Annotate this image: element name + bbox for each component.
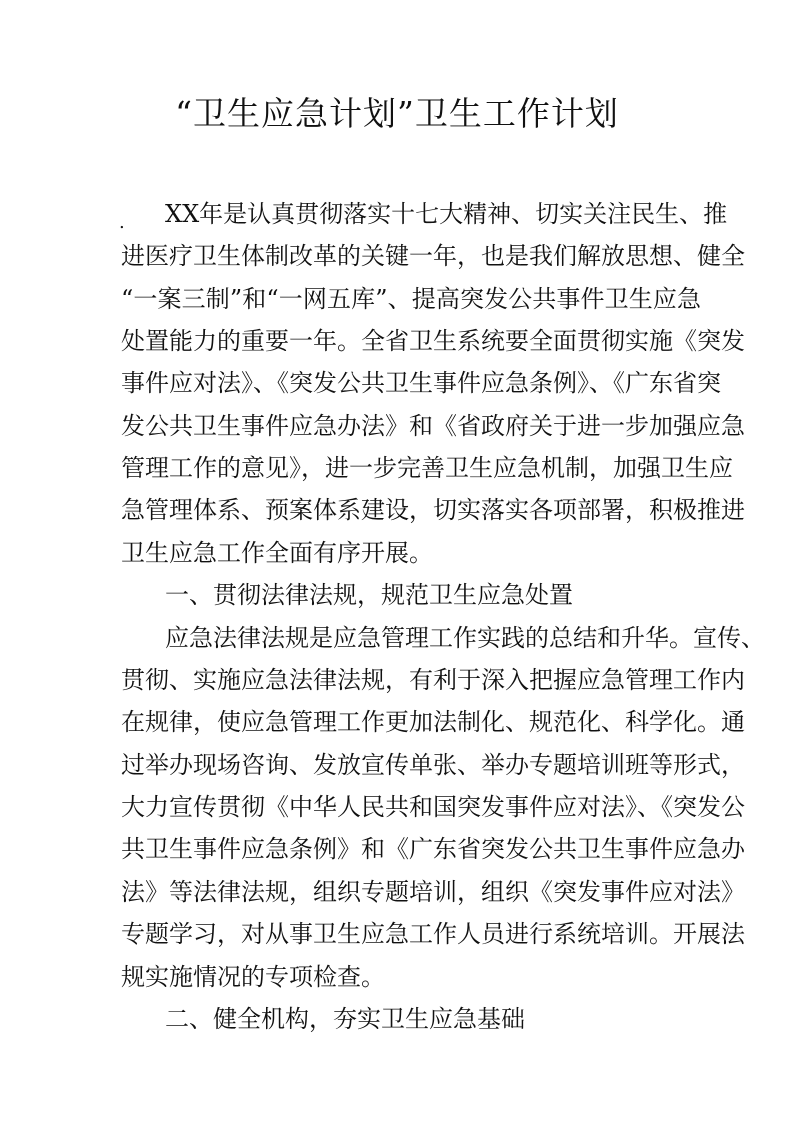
- paragraph-line: 规实施情况的专项检查。: [121, 963, 385, 991]
- section-heading: 一、贯彻法律法规，规范卫生应急处置: [165, 581, 573, 609]
- paragraph-line: 贯彻、实施应急法律法规，有利于深入把握应急管理工作内: [121, 666, 745, 694]
- paragraph-line: 共卫生事件应急条例》和《广东省突发公共卫生事件应急办: [121, 835, 745, 863]
- section-heading: 二、健全机构，夯实卫生应急基础: [165, 1005, 525, 1033]
- paragraph-line: 急管理体系、预案体系建设，切实落实各项部署，积极推进: [121, 496, 745, 524]
- paragraph-line: 应急法律法规是应急管理工作实践的总结和升华。宣传、: [165, 624, 765, 652]
- paragraph-line: 专题学习，对从事卫生应急工作人员进行系统培训。开展法: [121, 920, 745, 948]
- paragraph-line: 卫生应急工作全面有序开展。: [121, 539, 433, 567]
- paragraph-line: 进医疗卫生体制改革的关键一年，也是我们解放思想、健全: [121, 242, 745, 270]
- paragraph-line: 大力宣传贯彻《中华人民共和国突发事件应对法》、《突发公: [121, 793, 745, 821]
- paragraph-line: “一案三制”和“一网五库”、提高突发公共事件卫生应急: [121, 285, 701, 313]
- paragraph-line: 管理工作的意见》，进一步完善卫生应急机制，加强卫生应: [121, 454, 733, 482]
- paragraph-line: 发公共卫生事件应急办法》和《省政府关于进一步加强应急: [121, 412, 745, 440]
- paragraph-line: 在规律，使应急管理工作更加法制化、规范化、科学化。通: [121, 708, 745, 736]
- document-title: “卫生应急计划”卫生工作计划: [175, 94, 619, 133]
- paragraph-line: 处置能力的重要一年。全省卫生系统要全面贯彻实施《突发: [121, 327, 745, 355]
- paragraph-line: 过举办现场咨询、发放宣传单张、举办专题培训班等形式，: [121, 751, 745, 779]
- intro-marker: .: [119, 212, 125, 233]
- paragraph-line: 法》等法律法规，组织专题培训，组织《突发事件应对法》: [121, 878, 745, 906]
- paragraph-line: XX年是认真贯彻落实十七大精神、切实关注民生、推: [165, 200, 728, 228]
- paragraph-line: 事件应对法》、《突发公共卫生事件应急条例》、《广东省突: [121, 369, 721, 397]
